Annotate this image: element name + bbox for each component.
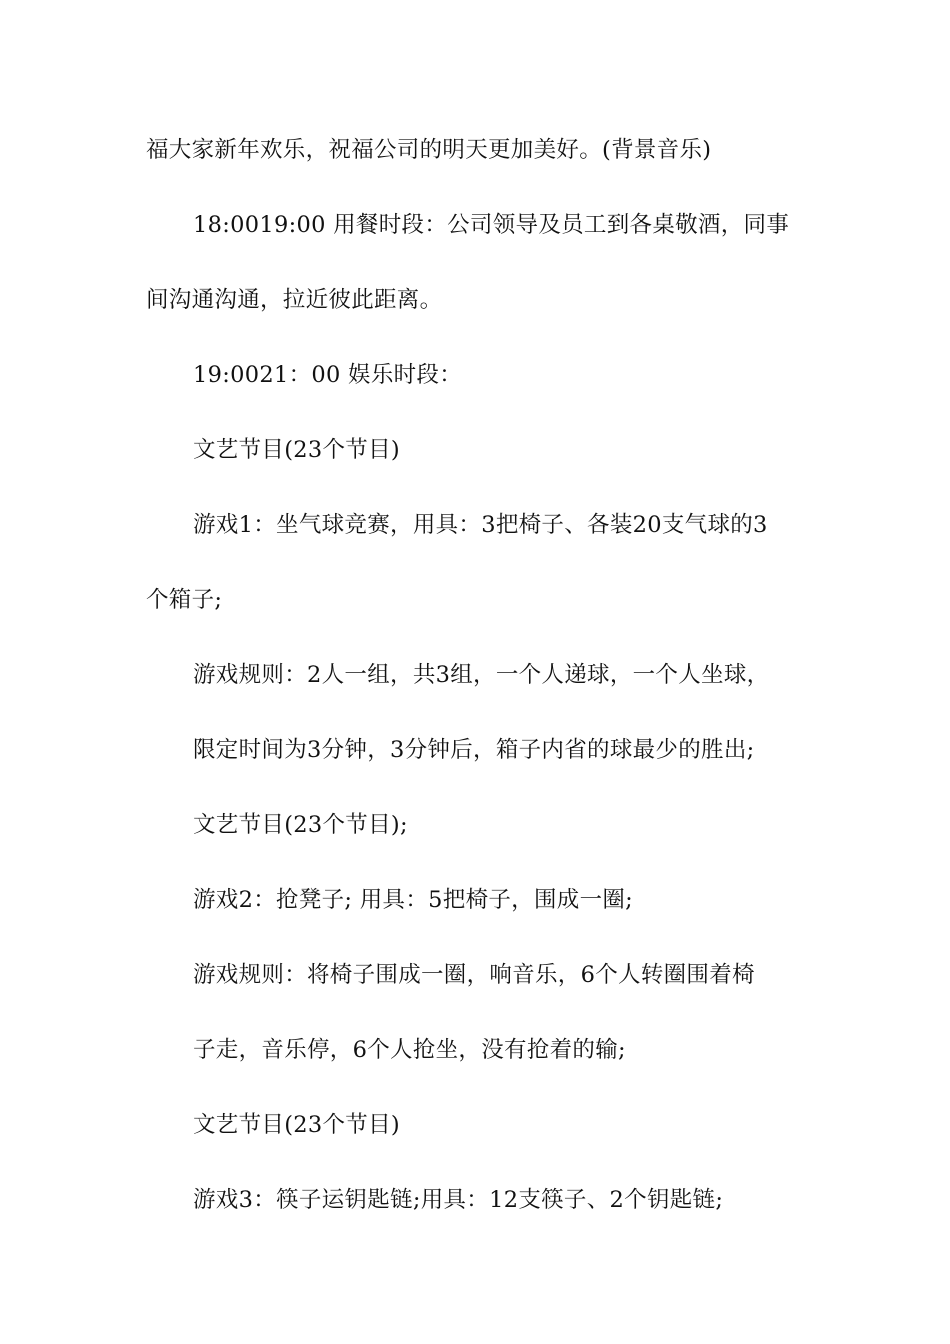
paragraph-line: 福大家新年欢乐，祝福公司的明天更加美好。(背景音乐): [146, 137, 712, 163]
paragraph-line: 文艺节目(23个节目);: [193, 812, 408, 838]
paragraph-line: 个箱子;: [146, 587, 223, 613]
paragraph-line: 限定时间为3分钟，3分钟后，箱子内省的球最少的胜出;: [193, 737, 755, 763]
paragraph-line: 游戏2：抢凳子; 用具：5把椅子，围成一圈;: [193, 887, 634, 913]
paragraph-line: 19:0021：00 娱乐时段：: [193, 362, 463, 388]
paragraph-line: 文艺节目(23个节目): [193, 1112, 400, 1138]
paragraph-line: 游戏3：筷子运钥匙链;用具：12支筷子、2个钥匙链;: [193, 1187, 724, 1213]
paragraph-line: 18:0019:00 用餐时段：公司领导及员工到各桌敬酒，同事: [193, 212, 790, 238]
paragraph-line: 游戏1：坐气球竞赛，用具：3把椅子、各装20支气球的3: [193, 512, 768, 538]
paragraph-line: 子走，音乐停，6个人抢坐，没有抢着的输;: [193, 1037, 626, 1063]
paragraph-line: 间沟通沟通，拉近彼此距离。: [146, 287, 443, 313]
paragraph-line: 游戏规则：将椅子围成一圈，响音乐，6个人转圈围着椅: [193, 962, 755, 988]
paragraph-line: 文艺节目(23个节目): [193, 437, 400, 463]
paragraph-line: 游戏规则：2人一组，共3组，一个人递球，一个人坐球，: [193, 662, 770, 688]
